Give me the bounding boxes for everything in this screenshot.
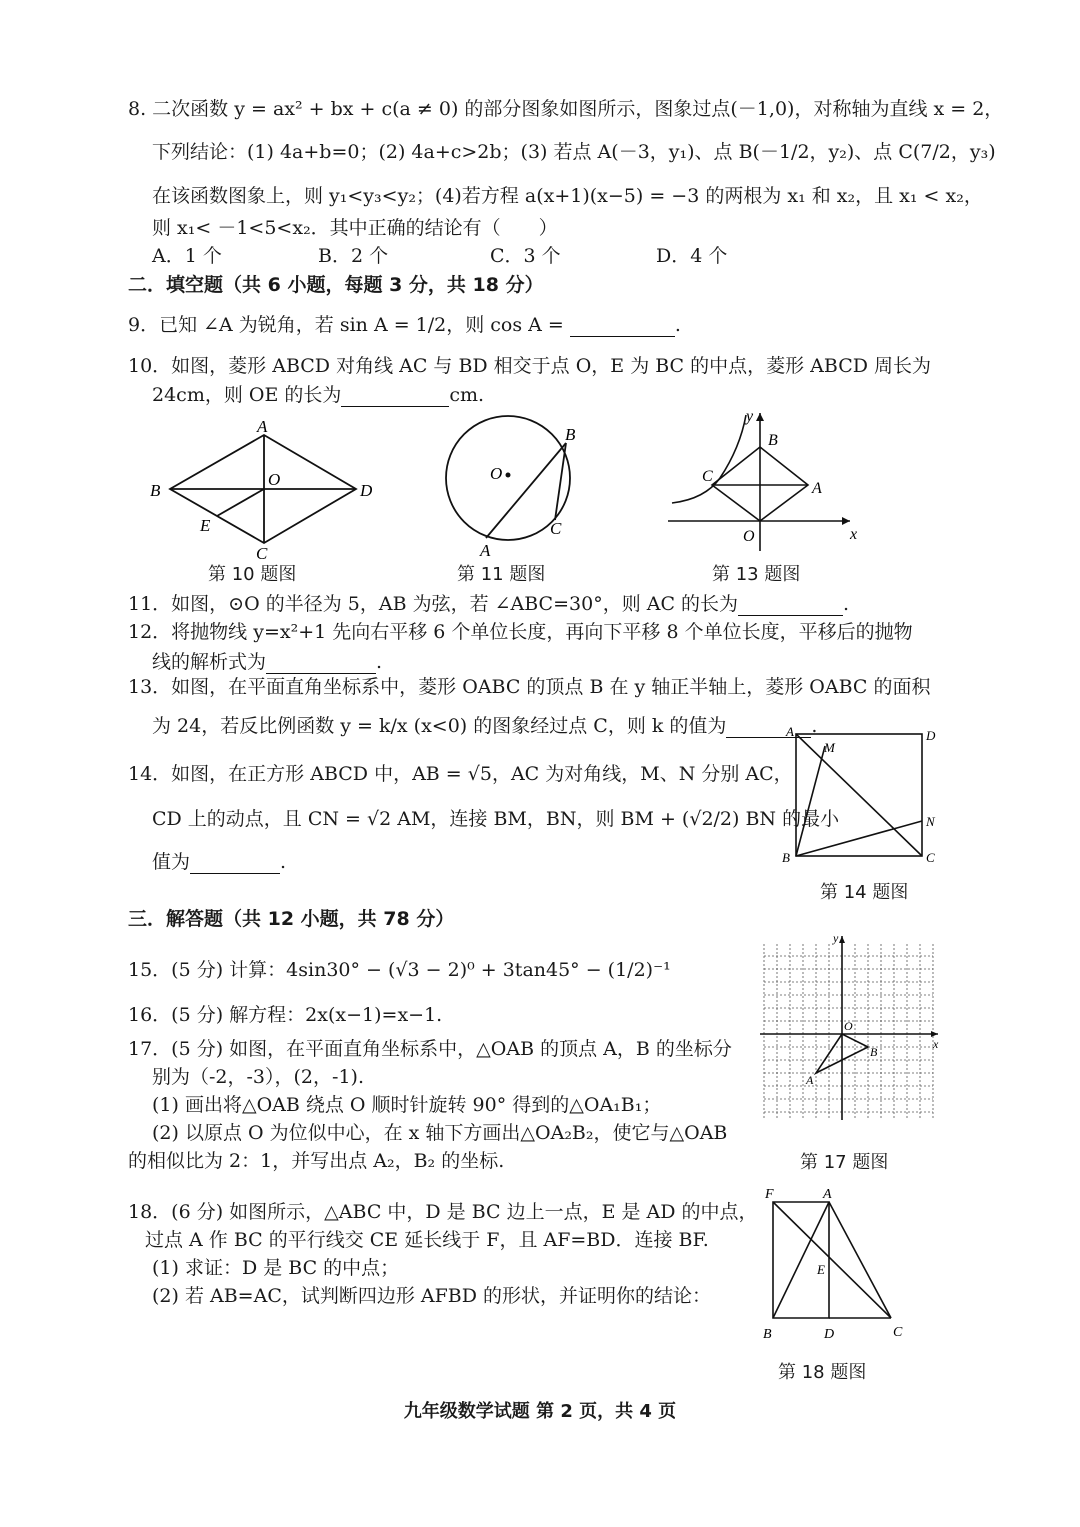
figure-13-graph: [660, 403, 865, 560]
q12-end: .: [376, 651, 383, 673]
side-ac: [829, 1202, 891, 1318]
q14-end: .: [280, 851, 287, 873]
figure-14-square: [778, 722, 943, 870]
q9: [128, 313, 681, 337]
q18-line1: 18．(6 分) 如图所示，△ABC 中，D 是 BC 边上一点，E 是 AD 的中点，: [128, 1201, 758, 1223]
figure-18-quadrilateral: [755, 1180, 925, 1345]
q12-text: 线的解析式为: [152, 651, 267, 673]
x-arrow: [842, 517, 850, 525]
label-c: C: [702, 468, 713, 485]
q17-line1: 17．(5 分) 如图，在平面直角坐标系中，△OAB 的顶点 A，B 的坐标分: [128, 1038, 732, 1060]
q17-line2: 别为（-2，-3），(2，-1).: [152, 1066, 364, 1088]
label-a: A: [257, 417, 268, 436]
figure-17-caption: 第 17 题图: [800, 1152, 889, 1173]
q10-text: 24cm，则 OE 的长为: [152, 384, 342, 406]
label-c: C: [550, 519, 562, 538]
q14-line1: 14．如图，在正方形 ABCD 中，AB = √5，AC 为对角线，M、N 分别 AC，: [128, 763, 793, 785]
q15: 15．(5 分) 计算：4sin30° − (√3 − 2)⁰ + 3tan45° − (1/2)⁻¹: [128, 959, 671, 981]
label-c: C: [893, 1325, 903, 1340]
q11-text: 11．如图，⊙O 的半径为 5，AB 为弦，若 ∠ABC=30°，则 AC 的长为: [128, 593, 739, 615]
label-o: O: [844, 1019, 853, 1033]
q8-line1: 8. 二次函数 y = ax² + bx + c(a ≠ 0) 的部分图象如图所示，图象过点(－1,0)，对称轴为直线 x = 2，: [128, 98, 1004, 120]
q10-answer-blank[interactable]: [341, 388, 449, 407]
label-x: x: [933, 1037, 939, 1051]
q18-line2: 过点 A 作 BC 的平行线交 CE 延长线于 F，且 AF=BD．连接 BF.: [145, 1229, 709, 1251]
label-a: A: [480, 541, 491, 560]
q11-answer-blank[interactable]: [738, 597, 843, 616]
hyperbola-curve: [672, 415, 746, 503]
q8-line2: 下列结论：(1) 4a+b=0；(2) 4a+c>2b；(3) 若点 A(－3，y₁)、点 B(－1/2，y₂)、点 C(7/2，y₃): [152, 141, 996, 163]
label-b: B: [763, 1327, 772, 1342]
q10-line1: 10．如图，菱形 ABCD 对角线 AC 与 BD 相交于点 O，E 为 BC 的中点，菱形 ABCD 周长为: [128, 355, 932, 377]
segment-ba: [773, 1202, 829, 1318]
q8-option-c: C．3 个: [490, 245, 561, 267]
label-o: O: [268, 470, 281, 489]
q10-unit: cm.: [449, 384, 485, 406]
section-2-heading: 二．填空题（共 6 小题，每题 3 分，共 18 分）: [128, 274, 544, 296]
label-c: C: [926, 850, 935, 865]
label-d: D: [824, 1327, 835, 1342]
label-b: B: [150, 481, 161, 500]
center-dot: [506, 473, 511, 478]
q9-answer-blank[interactable]: [570, 318, 675, 337]
label-m: M: [824, 740, 835, 755]
q12-line1: 12．将抛物线 y=x²+1 先向右平移 6 个单位长度，再向下平移 8 个单位长度，平移后的抛物: [128, 621, 913, 643]
figure-11-circle: [440, 408, 590, 560]
q16: 16．(5 分) 解方程：2x(x−1)=x−1.: [128, 1004, 443, 1026]
q18-line3: (1) 求证：D 是 BC 的中点；: [152, 1257, 400, 1279]
q13-text: 为 24，若反比例函数 y = k/x (x<0) 的图象经过点 C，则 k 的值为: [152, 715, 727, 737]
label-e: E: [200, 516, 211, 535]
figure-18-caption: 第 18 题图: [778, 1362, 867, 1383]
label-b: B: [565, 425, 576, 444]
y-arrow: [756, 413, 764, 421]
label-x: x: [850, 526, 858, 543]
q8-option-d: D．4 个: [656, 245, 728, 267]
q12-line2: [152, 650, 382, 674]
label-b: B: [768, 432, 778, 449]
q13-line2: [152, 714, 817, 738]
q9-text: 9．已知 ∠A 为锐角，若 sin A = 1/2，则 cos A =: [128, 314, 564, 336]
q8-line4: 则 x₁< －1<5<x₂．其中正确的结论有（ ）: [152, 217, 558, 239]
q17-line3: (1) 画出将△OAB 绕点 O 顺时针旋转 90° 得到的△OA₁B₁；: [152, 1094, 662, 1116]
figure-11-caption: 第 11 题图: [457, 564, 546, 585]
q12-answer-blank[interactable]: [266, 655, 376, 674]
q8-option-b: B．2 个: [318, 245, 389, 267]
q17-line5: 的相似比为 2：1，并写出点 A₂，B₂ 的坐标.: [128, 1150, 505, 1172]
label-a: A: [823, 1187, 832, 1202]
section-3-heading: 三．解答题（共 12 小题，共 78 分）: [128, 908, 455, 930]
label-c: C: [256, 544, 268, 560]
q14-line2: CD 上的动点，且 CN = √2 AM，连接 BM，BN，则 BM + (√2/2) BN 的最小: [152, 808, 840, 830]
q14-text: 值为: [152, 851, 191, 873]
label-o: O: [490, 464, 503, 483]
q14-answer-blank[interactable]: [190, 855, 280, 874]
segment-oe: [217, 489, 264, 516]
label-d: D: [360, 481, 373, 500]
label-d: D: [926, 728, 936, 743]
figure-17-grid: [758, 930, 943, 1128]
q11: [128, 592, 849, 616]
q14-line3: [152, 850, 286, 874]
q17-line4: (2) 以原点 O 为位似中心，在 x 轴下方画出△OA₂B₂，使它与△OAB: [152, 1122, 728, 1144]
label-b: B: [870, 1045, 878, 1059]
q9-end: .: [674, 314, 681, 336]
y-arrow: [839, 936, 845, 943]
figure-10-caption: 第 10 题图: [208, 564, 297, 585]
page-footer: 九年级数学试题 第 2 页，共 4 页: [403, 1401, 677, 1422]
figure-13-caption: 第 13 题图: [712, 564, 801, 585]
label-b: B: [782, 850, 790, 865]
q13-end: .: [811, 715, 818, 737]
figure-10-rhombus: [140, 415, 380, 560]
figure-14-caption: 第 14 题图: [820, 882, 909, 903]
q11-end: .: [843, 593, 850, 615]
q10-line2: [152, 383, 484, 407]
label-a: A: [806, 1073, 814, 1087]
label-f: F: [765, 1187, 774, 1202]
label-a: A: [812, 480, 822, 497]
q8-option-a: A．1 个: [152, 245, 222, 267]
q18-line4: (2) 若 AB=AC，试判断四边形 AFBD 的形状，并证明你的结论：: [152, 1285, 712, 1307]
label-o: O: [743, 528, 755, 545]
segment-fc: [773, 1202, 891, 1318]
q13-line1: 13．如图，在平面直角坐标系中，菱形 OABC 的顶点 B 在 y 轴正半轴上，菱形 OABC 的面积: [128, 676, 931, 698]
q8-line3: 在该函数图象上，则 y₁<y₃<y₂；(4)若方程 a(x+1)(x−5) = −3 的两根为 x₁ 和 x₂，且 x₁ < x₂，: [152, 185, 983, 207]
label-n: N: [926, 814, 935, 829]
label-e: E: [817, 1262, 825, 1277]
label-y: y: [833, 931, 839, 945]
label-a: A: [786, 724, 794, 739]
segment-bm: [796, 746, 825, 856]
label-y: y: [746, 408, 754, 425]
